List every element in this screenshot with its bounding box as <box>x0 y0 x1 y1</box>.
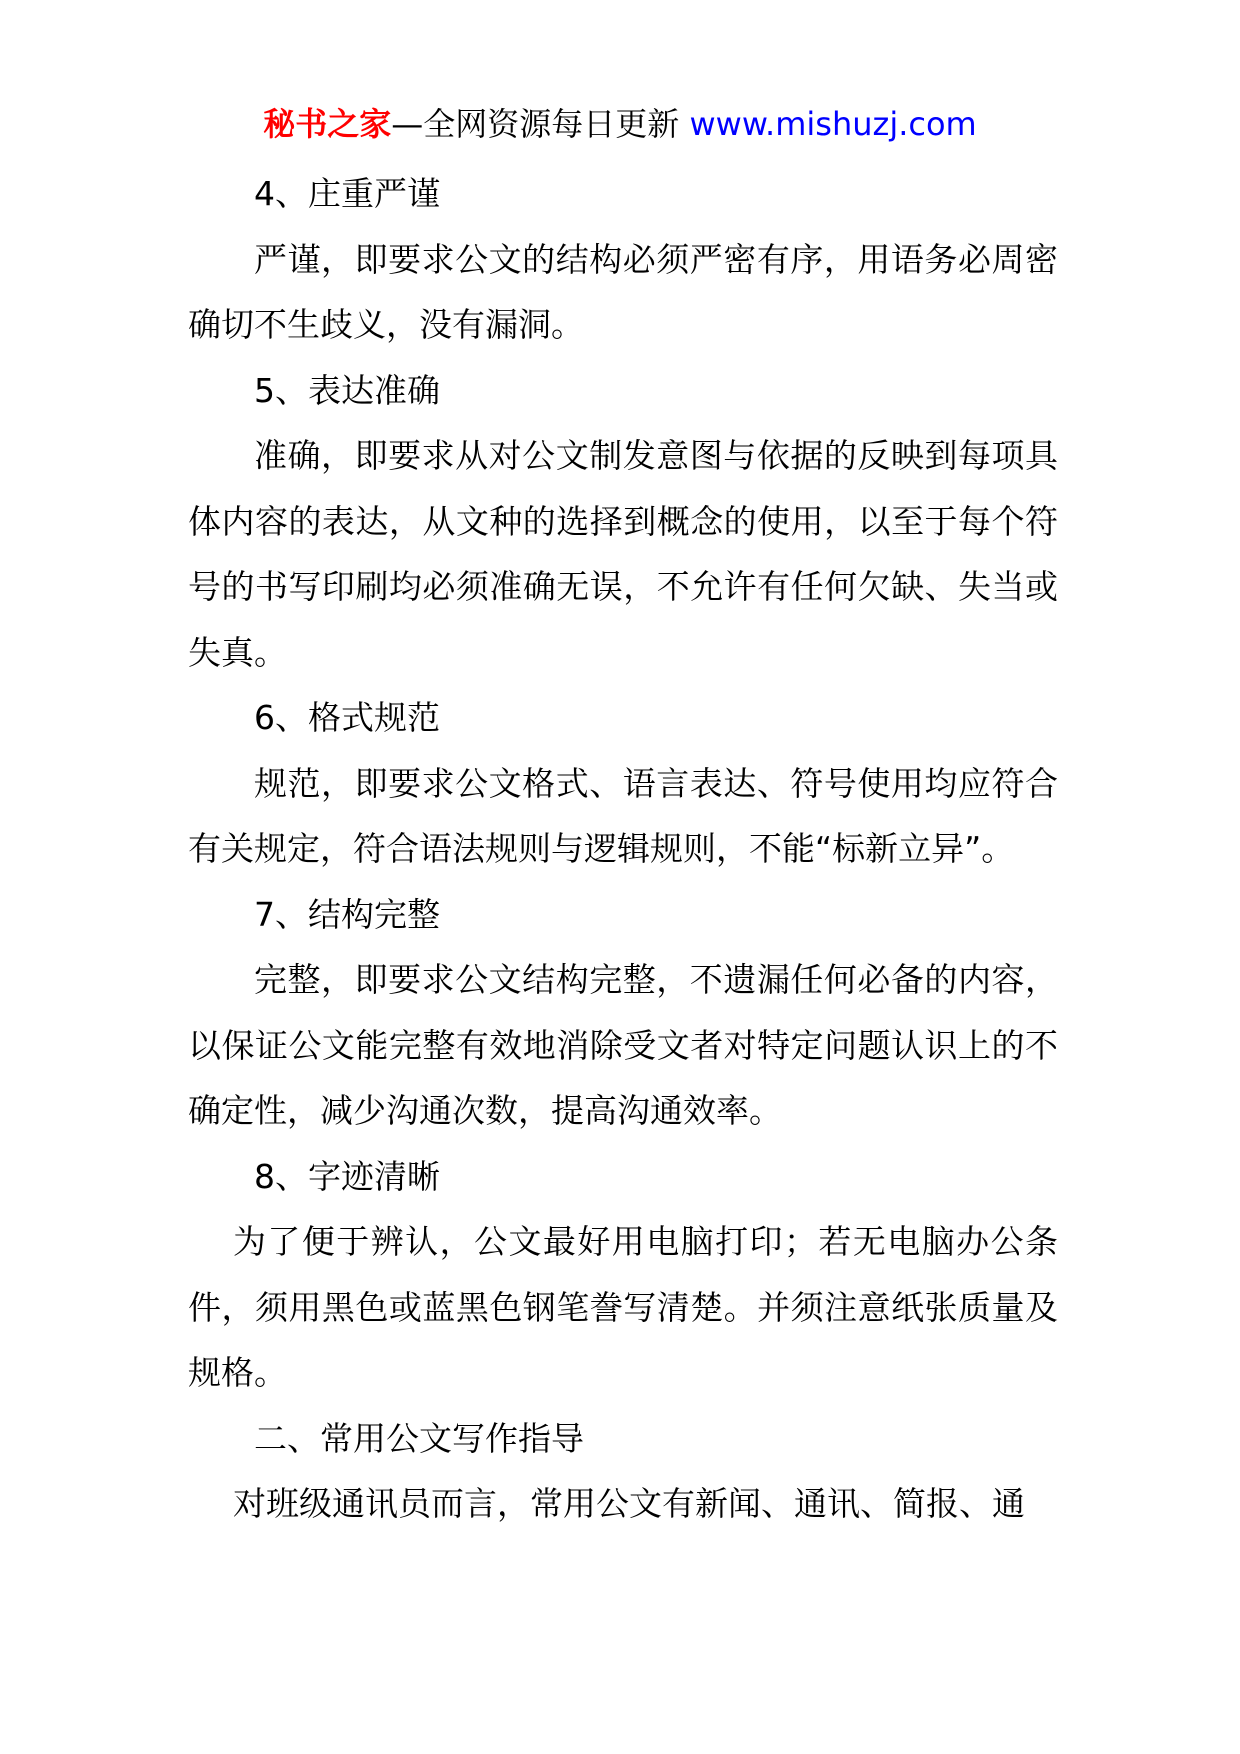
section-heading-5: 5、表达准确 <box>254 370 440 410</box>
site-tagline: —全网资源每日更新 <box>391 105 680 143</box>
paragraph-legibility: 为了便于辨认，公文最好用电脑打印；若无电脑办公条件，须用黑色或蓝黑色钢笔誊写清楚。并须注意纸张质量及规格。 <box>188 1222 1058 1392</box>
section-heading-7: 7、结构完整 <box>254 894 440 934</box>
paragraph-structure: 完整，即要求公文结构完整，不遗漏任何必备的内容，以保证公文能完整有效地消除受文者对特定问题认识上的不确定性，减少沟通次数，提高沟通效率。 <box>188 960 1058 1130</box>
site-url-link[interactable]: www.mishuzj.com <box>689 105 977 143</box>
section-heading-6: 6、格式规范 <box>254 698 440 737</box>
site-brand: 秘书之家 <box>263 105 392 143</box>
paragraph-rigor: 严谨，即要求公文的结构必须严密有序，用语务必周密确切不生歧义，没有漏洞。 <box>188 239 1058 344</box>
section-heading-part-2: 二、常用公文写作指导 <box>254 1418 584 1458</box>
site-header <box>0 100 1240 148</box>
paragraph-accuracy: 准确，即要求从对公文制发意图与依据的反映到每项具体内容的表达，从文种的选择到概念的使用，以至于每个符号的书写印刷均必须准确无误，不允许有任何欠缺、失当或失真。 <box>188 436 1058 672</box>
section-heading-8: 8、字迹清晰 <box>254 1156 440 1196</box>
section-heading-4: 4、庄重严谨 <box>254 174 440 213</box>
document-body <box>188 161 1058 1537</box>
paragraph-common-documents: 对班级通讯员而言，常用公文有新闻、通讯、简报、通 <box>233 1484 1025 1523</box>
paragraph-format: 规范，即要求公文格式、语言表达、符号使用均应符合有关规定，符合语法规则与逻辑规则，不能“标新立异”。 <box>188 763 1058 868</box>
